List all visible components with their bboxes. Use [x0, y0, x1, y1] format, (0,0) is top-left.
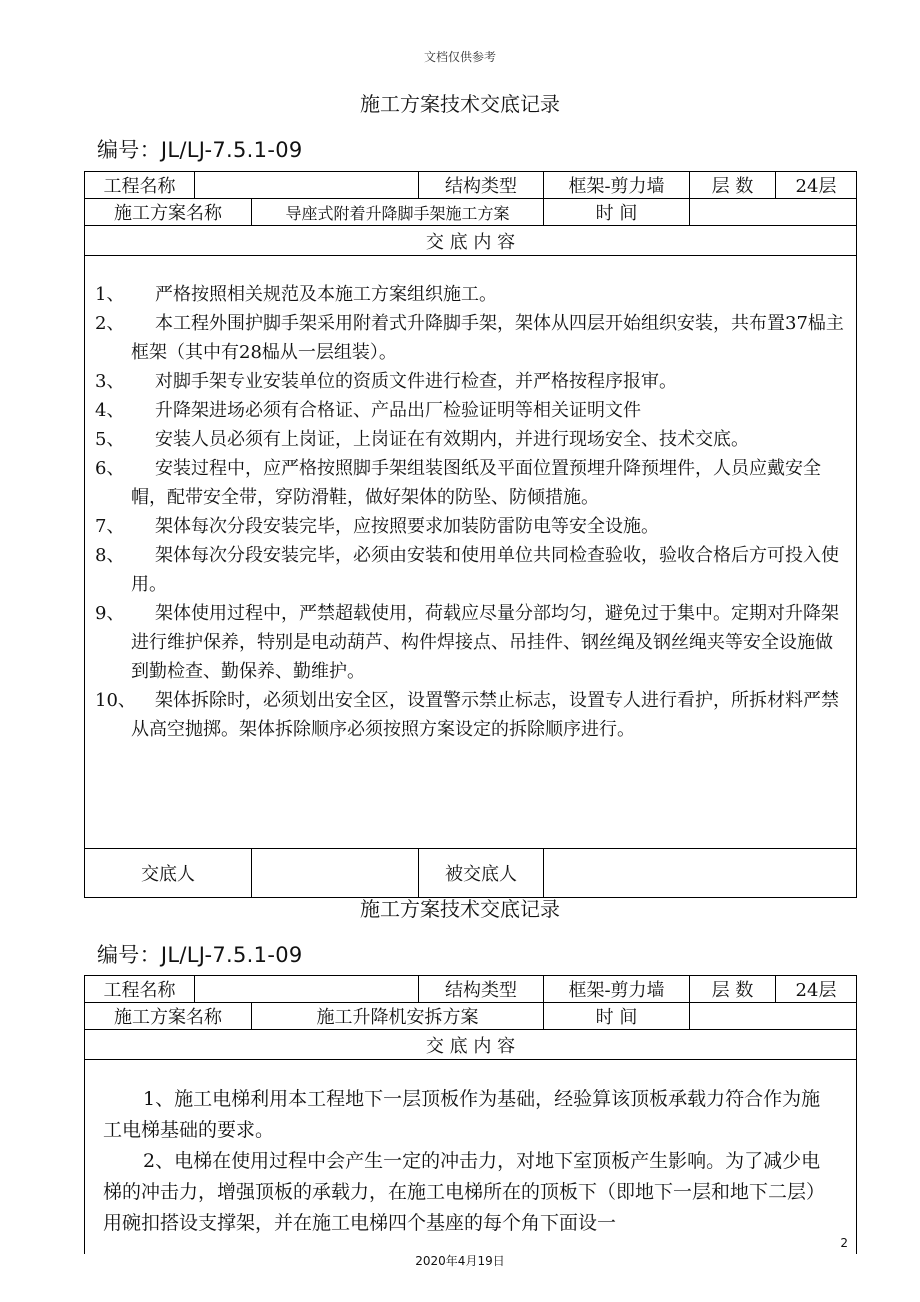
list-item: 4、 升降架进场必须有合格证、产品出厂检验证明等相关证明文件	[95, 400, 641, 421]
footer-date: 2020年4月19日	[415, 1254, 505, 1268]
scheme-name-value: 施工升降机安拆方案	[252, 1003, 544, 1030]
list-item: 1、 严格按照相关规范及本施工方案组织施工。	[95, 284, 497, 305]
record-1-table	[84, 171, 857, 898]
presenter-label: 交底人	[85, 849, 252, 898]
list-item: 5、 安装人员必须有上岗证，上岗证在有效期内，并进行现场安全、技术交底。	[95, 429, 749, 450]
recipient-value	[544, 849, 857, 898]
floors-value: 24层	[776, 976, 857, 1003]
structure-type-value: 框架-剪力墙	[544, 172, 690, 199]
floors-label: 层 数	[690, 976, 776, 1003]
structure-type-value: 框架-剪力墙	[544, 976, 690, 1003]
record-2-number: 编号：JL/LJ-7.5.1-09	[97, 943, 303, 967]
scheme-name-label: 施工方案名称	[85, 1003, 252, 1030]
floors-value: 24层	[776, 172, 857, 199]
record-2-table	[84, 975, 857, 1254]
time-value	[690, 1003, 857, 1030]
content-cell	[85, 1060, 857, 1255]
content-header: 交 底 内 容	[85, 226, 857, 256]
time-value	[690, 199, 857, 226]
paragraph: 1、施工电梯利用本工程地下一层顶板作为基础，经验算该顶板承载力符合作为施工电梯基础的要求。	[103, 1088, 821, 1141]
scheme-name-label: 施工方案名称	[85, 199, 252, 226]
record-1-title: 施工方案技术交底记录	[360, 92, 560, 116]
structure-type-label: 结构类型	[419, 976, 544, 1003]
list-item: 8、 架体每次分段安装完毕，必须由安装和使用单位共同检查验收，验收合格后方可投入使用。	[95, 545, 839, 595]
presenter-value	[252, 849, 419, 898]
project-name-label: 工程名称	[85, 172, 195, 199]
project-name-label: 工程名称	[85, 976, 195, 1003]
list-item: 9、 架体使用过程中，严禁超载使用，荷载应尽量分部均匀，避免过于集中。定期对升降架进行维护保养，特别是电动葫芦、构件焊接点、吊挂件、钢丝绳及钢丝绳夹等安全设施做到勤检查、勤保养、勤维护。	[95, 603, 839, 682]
paragraph: 2、电梯在使用过程中会产生一定的冲击力，对地下室顶板产生影响。为了减少电梯的冲击力，增强顶板的承载力，在施工电梯所在的顶板下（即地下一层和地下二层）用碗扣搭设支撑架，并在施工电梯四个基座的每个角下面设一	[103, 1150, 826, 1234]
floors-label: 层 数	[690, 172, 776, 199]
time-label: 时 间	[544, 199, 690, 226]
structure-type-label: 结构类型	[419, 172, 544, 199]
page-number: 2	[840, 1236, 848, 1250]
list-item: 6、 安装过程中，应严格按照脚手架组装图纸及平面位置预埋升降预埋件，人员应戴安全帽，配带安全带，穿防滑鞋，做好架体的防坠、防倾措施。	[95, 458, 821, 508]
project-name-value	[195, 976, 419, 1003]
header-note: 文档仅供参考	[423, 50, 496, 64]
time-label: 时 间	[544, 1003, 690, 1030]
recipient-label: 被交底人	[419, 849, 544, 898]
record-1-number: 编号：JL/LJ-7.5.1-09	[97, 138, 303, 162]
list-item: 7、 架体每次分段安装完毕，应按照要求加装防雷防电等安全设施。	[95, 516, 659, 537]
project-name-value	[195, 172, 419, 199]
list-item: 10、 架体拆除时，必须划出安全区，设置警示禁止标志，设置专人进行看护，所拆材料严禁从高空抛掷。架体拆除顺序必须按照方案设定的拆除顺序进行。	[95, 690, 839, 740]
scheme-name-value: 导座式附着升降脚手架施工方案	[252, 199, 544, 226]
content-header: 交 底 内 容	[85, 1030, 857, 1060]
list-item: 2、 本工程外围护脚手架采用附着式升降脚手架，架体从四层开始组织安装，共布置37榀主框架（其中有28榀从一层组装）。	[95, 313, 844, 363]
record-2-title: 施工方案技术交底记录	[360, 897, 560, 921]
content-cell	[85, 256, 857, 849]
list-item: 3、 对脚手架专业安装单位的资质文件进行检查，并严格按程序报审。	[95, 371, 677, 392]
